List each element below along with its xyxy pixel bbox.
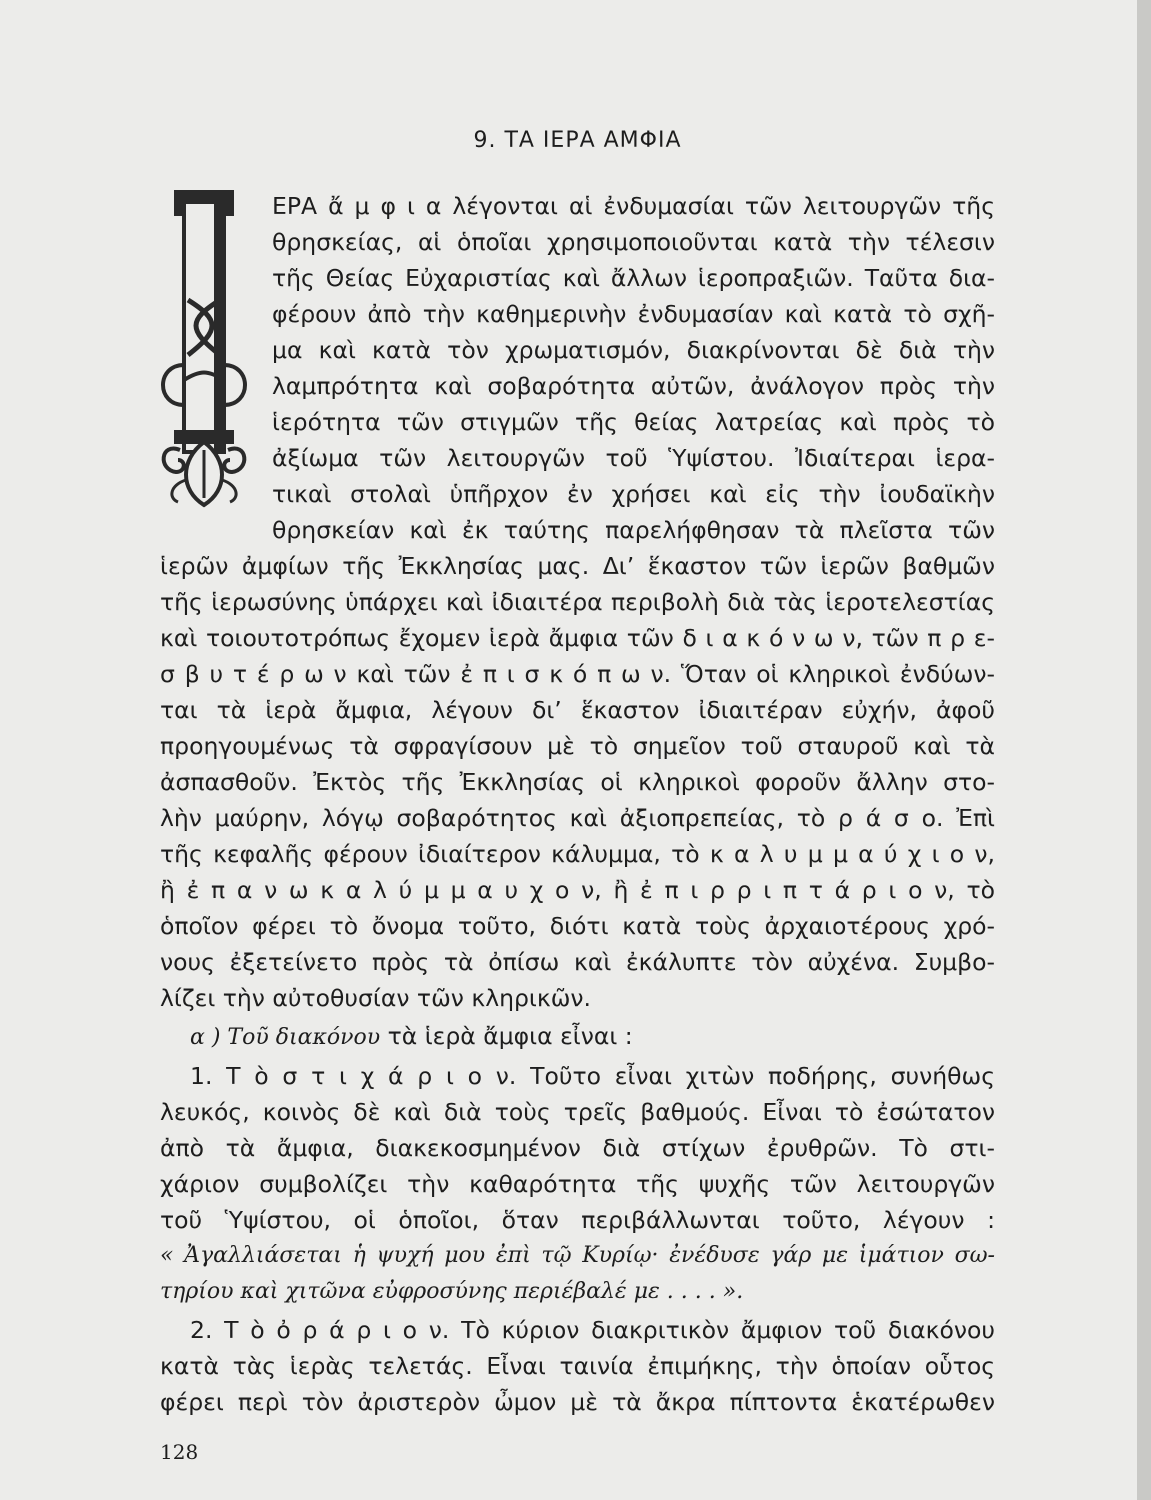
- text-line: νους ἐξετείνετο πρὸς τὰ ὀπίσω καὶ ἐκάλυπτε τὸν αὐχένα. Συμβο-: [160, 948, 995, 976]
- text-line: ται τὰ ἱερὰ ἄμφια, λέγουν δι’ ἕκαστον ἰδιαιτέραν εὐχήν, ἀφοῦ: [160, 696, 995, 724]
- text-line: τῆς ἱερωσύνης ὑπάρχει καὶ ἰδιαιτέρα περιβολὴ διὰ τὰς ἱεροτελεστίας: [160, 588, 995, 616]
- text-line: τοῦ Ὑψίστου, οἱ ὁποῖοι, ὅταν περιβάλλωνται τοῦτο, λέγουν :: [160, 1206, 995, 1234]
- chapter-title: 9. ΤΑ ΙΕΡΑ ΑΜΦΙΑ: [473, 128, 682, 153]
- text-line: φέρει περὶ τὸν ἀριστερὸν ὦμον μὲ τὰ ἄκρα πίπτοντα ἑκατέρωθεν: [160, 1388, 995, 1416]
- book-page: [160, 0, 995, 1500]
- text-line: 1. Τ ὸ σ τ ι χ ά ρ ι ο ν. Τοῦτο εἶναι χιτὼν ποδήρης, συνήθως: [190, 1062, 995, 1090]
- text-line: ἢ ἐ π α ν ω κ α λ ύ μ μ α υ χ ο ν, ἢ ἐ π ι ρ ρ ι π τ ά ρ ι ο ν, τὸ: [160, 876, 995, 904]
- text-line: θρησκείας, αἱ ὁποῖαι χρησιμοποιοῦνται κατὰ τὴν τέλεσιν: [272, 228, 995, 256]
- text-line: ἀσπασθοῦν. Ἐκτὸς τῆς Ἐκκλησίας οἱ κληρικοὶ φοροῦν ἄλλην στο-: [160, 768, 995, 796]
- text-line: σ β υ τ έ ρ ω ν καὶ τῶν ἐ π ι σ κ ό π ω ν. Ὅταν οἱ κληρικοὶ ἐνδύων-: [160, 660, 995, 688]
- ornamental-dropcap-icon: [160, 180, 252, 510]
- subheading-italic: α ) Τοῦ διακόνου: [190, 1025, 381, 1050]
- text-line: τῆς Θείας Εὐχαριστίας καὶ ἄλλων ἱεροπραξιῶν. Ταῦτα δια-: [272, 264, 995, 292]
- page-number: 128: [160, 1440, 199, 1464]
- text-line: θρησκείαν καὶ ἐκ ταύτης παρελήφθησαν τὰ πλεῖστα τῶν: [272, 516, 995, 544]
- subheading: [190, 1018, 995, 1054]
- text-line: καὶ τοιουτοτρόπως ἔχομεν ἱερὰ ἄμφια τῶν δ ι α κ ό ν ω ν, τῶν π ρ ε-: [160, 624, 995, 652]
- text-line: ἱερῶν ἀμφίων τῆς Ἐκκλησίας μας. Δι’ ἕκαστον τῶν ἱερῶν βαθμῶν: [160, 552, 995, 580]
- text-line: ΕΡΑ ἄ μ φ ι α λέγονται αἱ ἐνδυμασίαι τῶν λειτουργῶν τῆς: [272, 192, 995, 220]
- ornamental-dropcap: [160, 180, 252, 510]
- text-line: 2. Τ ὸ ὀ ρ ά ρ ι ο ν. Τὸ κύριον διακριτικὸν ἄμφιον τοῦ διακόνου: [190, 1316, 995, 1344]
- text-line: μα καὶ κατὰ τὸν χρωματισμόν, διακρίνονται δὲ διὰ τὴν: [272, 336, 995, 364]
- text-line: λὴν μαύρην, λόγῳ σοβαρότητος καὶ ἀξιοπρεπείας, τὸ ρ ά σ ο. Ἐπὶ: [160, 804, 995, 832]
- text-line: τικαὶ στολαὶ ὑπῆρχον ἐν χρήσει καὶ εἰς τὴν ἰουδαϊκὴν: [272, 480, 995, 508]
- quote-line: « Ἀγαλλιάσεται ἡ ψυχή μου ἐπὶ τῷ Κυρίῳ· ἐνέδυσε γάρ με ἱμάτιον σω-: [160, 1243, 995, 1268]
- page-edge-shadow: [1137, 0, 1151, 1500]
- subheading-rest: τὰ ἱερὰ ἄμφια εἶναι :: [380, 1022, 633, 1050]
- text-line: ἀξίωμα τῶν λειτουργῶν τοῦ Ὑψίστου. Ἰδιαίτεραι ἱερα-: [272, 444, 995, 472]
- text-line: λαμπρότητα καὶ σοβαρότητα αὐτῶν, ἀνάλογον πρὸς τὴν: [272, 372, 995, 400]
- text-line: φέρουν ἀπὸ τὴν καθημερινὴν ἐνδυμασίαν καὶ κατὰ τὸ σχῆ-: [272, 300, 995, 328]
- text-line: προηγουμένως τὰ σφραγίσουν μὲ τὸ σημεῖον τοῦ σταυροῦ καὶ τὰ: [160, 732, 995, 760]
- quote-line: τηρίου καὶ χιτῶνα εὐφροσύνης περιέβαλέ με . . . . ».: [160, 1279, 744, 1304]
- text-line: ὁποῖον φέρει τὸ ὄνομα τοῦτο, διότι κατὰ τοὺς ἀρχαιοτέρους χρό-: [160, 912, 995, 940]
- text-line: λίζει τὴν αὐτοθυσίαν τῶν κληρικῶν.: [160, 984, 591, 1012]
- text-line: κατὰ τὰς ἱερὰς τελετάς. Εἶναι ταινία ἐπιμήκης, τὴν ὁποίαν οὗτος: [160, 1352, 995, 1380]
- text-line: λευκός, κοινὸς δὲ καὶ διὰ τοὺς τρεῖς βαθμούς. Εἶναι τὸ ἐσώτατον: [160, 1098, 995, 1126]
- text-line: χάριον συμβολίζει τὴν καθαρότητα τῆς ψυχῆς τῶν λειτουργῶν: [160, 1170, 995, 1198]
- text-line: ἱερότητα τῶν στιγμῶν τῆς θείας λατρείας καὶ πρὸς τὸ: [272, 408, 995, 436]
- text-line: ἀπὸ τὰ ἄμφια, διακεκοσμημένον διὰ στίχων ἐρυθρῶν. Τὸ στι-: [160, 1134, 995, 1162]
- text-line: τῆς κεφαλῆς φέρουν ἰδιαίτερον κάλυμμα, τὸ κ α λ υ μ μ α ύ χ ι ο ν,: [160, 840, 995, 868]
